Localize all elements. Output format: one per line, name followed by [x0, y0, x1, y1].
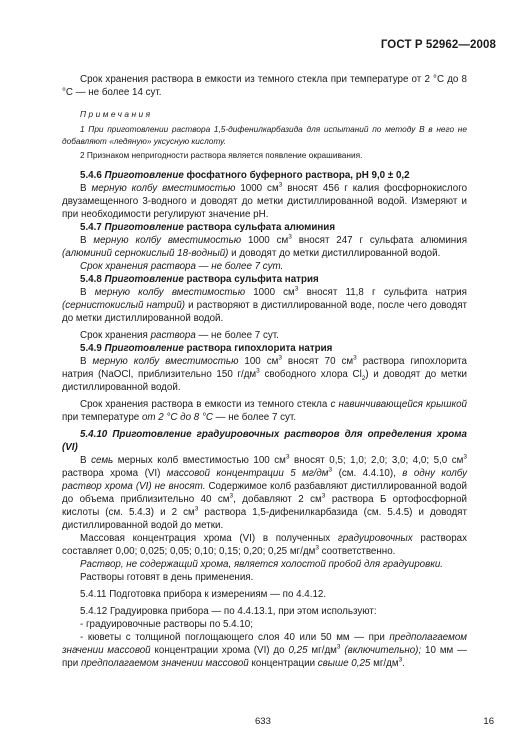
section-5-4-7-text: В мерную колбу вместимостью 1000 $см^3$ вносят 247 г сульфата алюминия (алюминий сернокислый 18-водный) и доводят до метки дистиллированной водой. [62, 233, 467, 259]
notes-label: Примечания [80, 109, 153, 119]
page-number-center: 633 [255, 716, 271, 727]
document-body [62, 73, 467, 670]
note-2: 2 Признаком непригодности раствора является появление окрашивания. [80, 150, 363, 160]
storage-dark-paragraph: Срок хранения раствора в емкости из темного стекла при температуре от 2 °С до 8 °С — не более 14 сут. [62, 74, 467, 98]
section-5-4-11: 5.4.11 Подготовка прибора к измерениям — по 4.4.12. [80, 588, 327, 600]
section-5-4-7-heading: 5.4.7 Приготовление раствора сульфата алюминия [80, 221, 336, 233]
list-item-cuvettes: - кюветы с толщиной поглощающего слоя 40 или 50 мм — при предполагаемом значении массовой концентрации хрома (VI) до 0,25 $мг/дм^3$ (включительно); 10 мм — при предполагаемом значении массовой концентрации свыше 0,25 $мг/дм^3$. [62, 631, 467, 669]
section-5-4-7-storage: Срок хранения раствора — не более 7 сут. [80, 260, 284, 272]
note-1: 1 При приготовлении раствора 1,5-дифенилкарбазида для испытаний по методу В в него не добавляют «ледяную» уксусную кислоту. [62, 124, 467, 146]
section-5-4-8-storage: Срок хранения раствора — не более 7 сут. [80, 329, 279, 341]
section-5-4-10-heading: 5.4.10 Приготовление градуировочных растворов для определения хрома (VI) [62, 428, 467, 453]
section-5-4-10-blank: Раствор, не содержащий хрома, является холостой пробой для градуировки. [80, 558, 444, 570]
section-5-4-9-text: В мерную колбу вместимостью 100 $см^3$ вносят 70 $см^3$ раствора гипохлорита натрия (NaOCl, приблизительно 150 $г/дм^3$ свободного хлора $Cl_2$) и доводят до метки дистиллированной водой. [62, 354, 467, 393]
section-5-4-9-heading: 5.4.9 Приготовление раствора гипохлорита натрия [80, 342, 333, 354]
section-5-4-8-heading: 5.4.8 Приготовление раствора сульфита натрия [80, 273, 319, 285]
section-5-4-12: 5.4.12 Градуировка прибора — по 4.4.13.1, при этом используют: [80, 605, 377, 617]
section-5-4-9-storage: Срок хранения раствора в емкости из темного стекла с навинчивающейся крышкой при температуре от 2 °С до 8 °С — не более 7 сут. [62, 398, 467, 423]
section-5-4-8-text: В мерную колбу вместимостью 1000 $см^3$ вносят 11,8 г сульфита натрия (сернистокислый натрий) и растворяют в дистиллированной воде, после чего доводят до метки дистиллированной водой. [62, 285, 467, 324]
standard-code-header: ГОСТ Р 52962—2008 [380, 39, 496, 51]
section-5-4-6-text: В мерную колбу вместимостью 1000 $см^3$ вносят 456 г калия фосфорнокислого двузамещенного 3-водного и доводят до метки дистиллированной водой. Измеряют и при необходимости регулируют значение рН. [62, 181, 468, 220]
section-5-4-10-same-day: Растворы готовят в день применения. [80, 571, 254, 583]
section-5-4-10-text: В семь мерных колб вместимостью 100 $см^3$ вносят 0,5; 1,0; 2,0; 3,0; 4,0; 5,0 $см^3$ раствора хрома (VI) массовой концентрации 5 $мг/дм^3$ (см. 4.4.10), в одну колбу раствор хрома (VI) не вносят. Содержимое колб разбавляют дистиллированной водой до объема приблизительно 40 $см^3$, добавляют 2 $см^3$ раствора Б ортофосфорной кислоты (см. 5.4.3) и 2 $см^3$ раствора 1,5-дифенилкарбазида (см. 5.4.5) и доводят дистиллированной водой до метки. [62, 453, 467, 531]
page-number-right: 16 [483, 716, 494, 727]
section-5-4-6-heading: 5.4.6 Приготовление фосфатного буферного раствора, рН 9,0 ± 0,2 [80, 169, 410, 181]
list-item-calibration-solutions: - градуировочные растворы по 5.4.10; [80, 618, 253, 630]
section-5-4-10-concentrations: Массовая концентрация хрома (VI) в полученных градуировочных растворах составляет 0,00; 0,025; 0,05; 0,10; 0,15; 0,20; 0,25 $мг/дм^3$ соответственно. [62, 532, 467, 557]
